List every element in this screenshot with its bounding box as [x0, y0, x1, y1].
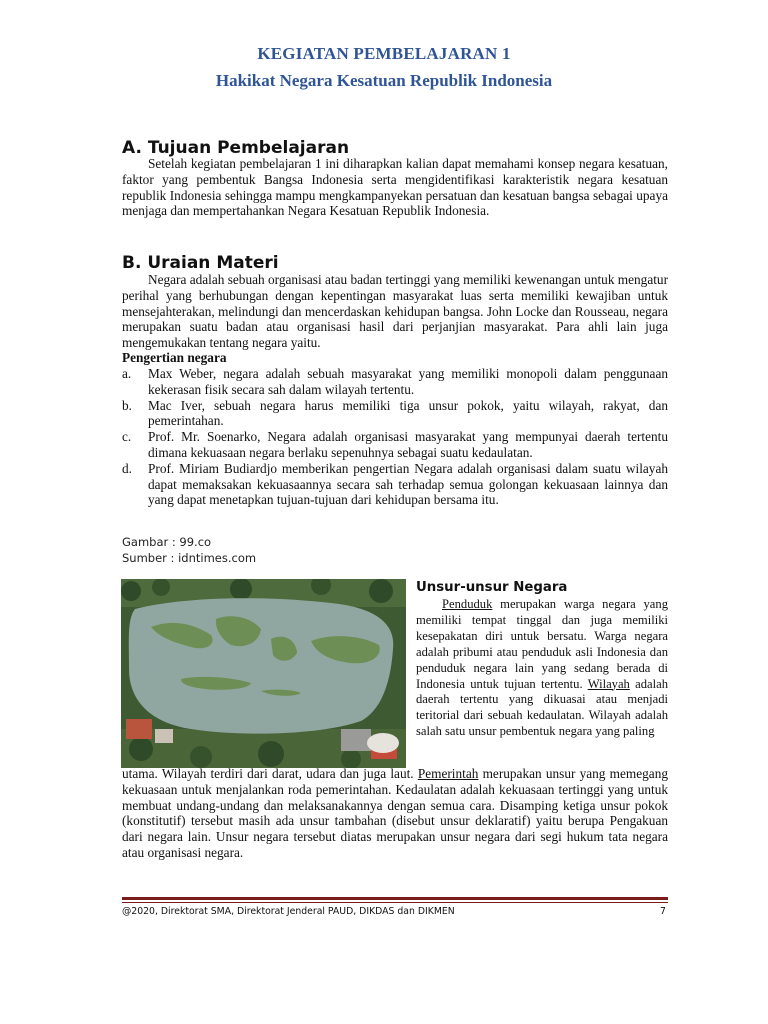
wilayah-continuation: utama. Wilayah terdiri dari darat, udara dan juga laut. [122, 766, 418, 781]
definitions-list [122, 366, 668, 508]
section-a-paragraph: Setelah kegiatan pembelajaran 1 ini diharapkan kalian dapat memahami konsep negara kesatuan, faktor yang pembentuk Bangsa Indonesia serta mengidentifikasi karakteristik negara kesatuan republik Indonesia sehingga mampu mengkampanyekan persatuan dan kesatuan bangsa sebagai upaya menjaga dan mempertahankan Negara Kesatuan Republik Indonesia. [122, 156, 668, 219]
definition-item [122, 398, 668, 430]
term-pemerintah: Pemerintah [417, 766, 479, 781]
definitions-subheading: Pengertian negara [122, 350, 227, 365]
definition-text: Max Weber, negara adalah sebuah masyarakat yang memiliki monopoli dalam penggunaan kekerasan fisik secara sah dalam wilayah tertentu. [148, 366, 668, 397]
penduduk-description: merupakan warga negara yang memiliki tempat tinggal dan juga memiliki kesepakatan diri untuk bersatu. Warga negara adalah pribumi atau penduduk asli Indonesia dan penduduk negara lain yang sedang berada di Indonesia untuk tujuan tertentu. [416, 597, 668, 691]
figure-caption-gambar: Gambar : 99.co [122, 535, 212, 549]
term-penduduk: Penduduk [442, 597, 493, 611]
section-b-paragraph: Negara adalah sebuah organisasi atau badan tertinggi yang memiliki kewenangan untuk mengatur perihal yang berhubungan dengan kepentingan masyarakat luas serta memiliki kewajiban untuk mensejahterakan, melindungi dan mencerdaskan kehidupan bangsa. John Locke dan Rousseau, negara merupakan suatu badan atau organisasi hasil dari perjanjian masyarakat. Para ahli lain juga mengemukakan tentang negara yaitu. [122, 272, 669, 351]
page-number: 7 [660, 906, 666, 917]
list-marker: b. [122, 397, 132, 413]
section-a-heading: A. Tujuan Pembelajaran [122, 138, 350, 158]
unsur-negara-heading: Unsur-unsur Negara [416, 580, 568, 595]
definition-item [122, 366, 668, 398]
definition-text: Prof. Miriam Budiardjo memberikan pengertian Negara adalah organisasi dalam suatu wilayah dapat memaksakan kekuasaannya secara sah terhadap semua golongan kekuasaan lainnya dan yang dapat menetapkan tujuan-tujuan dari kehidupan bersama itu. [148, 460, 668, 508]
definition-item [122, 461, 668, 508]
figure-caption-sumber: Sumber : idntimes.com [122, 551, 257, 565]
definition-text: Prof. Mr. Soenarko, Negara adalah organisasi masyarakat yang mempunyai daerah tertentu dimana kekuasaan negara berlaku sepenuhnya sebagai suatu kedaulatan. [148, 429, 668, 460]
unsur-bottom-paragraph [122, 766, 668, 861]
chapter-title: KEGIATAN PEMBELAJARAN 1 [257, 44, 511, 63]
section-b-heading: B. Uraian Materi [122, 253, 279, 273]
wilayah-description: adalah daerah tertentu yang dikuasai atau menjadi teritorial dari sebuah kedaulatan. Wilayah adalah salah satu unsur pembentuk negara yang paling [416, 676, 668, 739]
pemerintah-description: merupakan unsur yang memegang kekuasaan untuk menjalankan roda pemerintahan. Kedaulatan adalah kekuasaan tertinggi yang untuk membuat undang-undang dan melaksanakannya dengan semua cara. Disamping ketiga unsur pokok (konstitutif) tersebut masih ada unsur tambahan (disebut unsur deklaratif) yaitu berupa Pengakuan dari negara lain. Unsur negara tersebut diatas merupakan unsur negara dari segi hukum tata negara atau organisasi negara. [122, 766, 668, 860]
chapter-subtitle: Hakikat Negara Kesatuan Republik Indonesia [215, 71, 553, 90]
footer-divider-thin [122, 902, 668, 903]
term-wilayah: Wilayah [587, 676, 630, 691]
list-marker: c. [122, 429, 132, 445]
footer-divider [122, 897, 668, 900]
aerial-photo-indonesia-map-pond [121, 579, 406, 768]
unsur-side-paragraph [416, 597, 668, 740]
footer-copyright: @2020, Direktorat SMA, Direktorat Jenderal PAUD, DIKDAS dan DIKMEN [122, 906, 455, 917]
list-marker: d. [122, 460, 132, 476]
definition-text: Mac Iver, sebuah negara harus memiliki tiga unsur pokok, yaitu wilayah, rakyat, dan pemerintahan. [148, 397, 668, 429]
definition-item [122, 429, 668, 461]
list-marker: a. [122, 366, 132, 381]
